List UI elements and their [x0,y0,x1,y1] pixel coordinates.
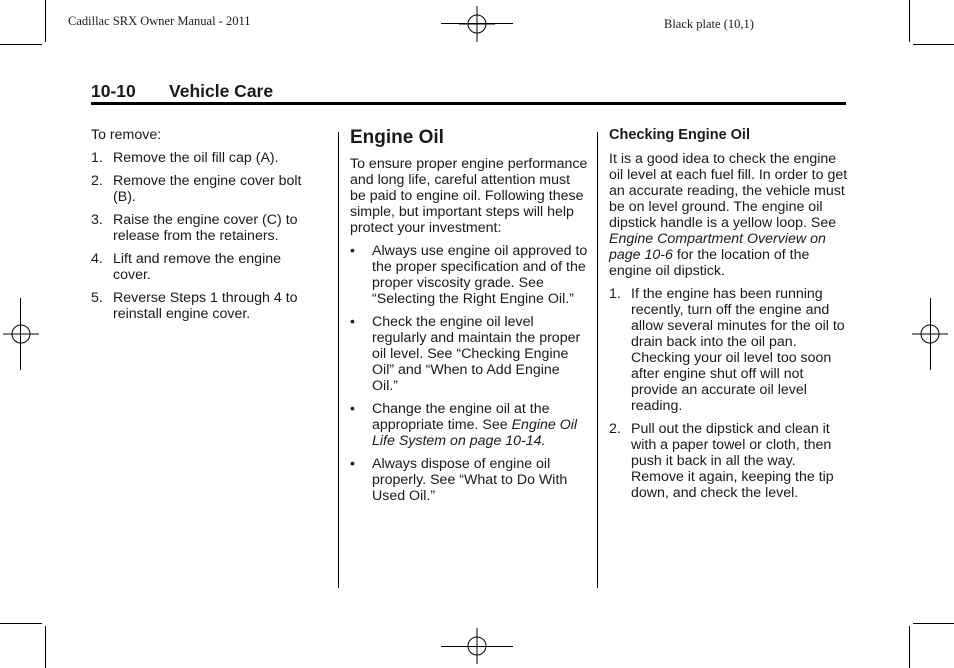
list-item [91,251,316,283]
step-text: Lift and remove the engine cover. [113,251,281,283]
running-header-right: Black plate (10,1) [664,17,754,31]
step-text: Raise the engine cover (C) to release from the retainers. [113,212,298,244]
list-item [350,401,588,449]
engine-oil-heading: Engine Oil [350,127,444,148]
checking-steps-list [609,286,849,501]
column-divider-2 [597,132,598,588]
list-item [91,212,316,244]
crop-mark-bottom-left-h [0,623,42,624]
bullet-icon: • [350,401,355,417]
crop-mark-top-right-h [913,44,954,45]
engine-oil-intro: To ensure proper engine performance and long life, careful attention must be paid to engine oil. Following these simple, but important steps will help protect your investment: [350,156,588,236]
crop-mark-top-right-v [909,0,910,42]
registration-line-bottom [441,646,513,647]
list-item [91,150,316,166]
page-number: 10-10 [91,81,136,101]
list-item [350,243,588,307]
step-number: 2. [91,173,103,189]
column-3 [609,127,849,508]
bullet-text: Always dispose of engine oil properly. See “What to Do With Used Oil.” [372,456,568,504]
registration-line-top [441,23,513,24]
remove-steps-list [91,150,316,322]
step-number: 2. [609,421,621,437]
checking-oil-paragraph [609,151,849,279]
cross-reference-link[interactable]: Engine Oil Life System on page 10-14. [372,417,578,449]
step-number: 4. [91,251,103,267]
crop-mark-bottom-left-v [45,626,46,668]
bullet-icon: • [350,243,355,259]
step-text: Remove the oil fill cap (A). [113,150,279,166]
step-text: Remove the engine cover bolt (B). [113,173,302,205]
list-item [91,290,316,322]
column-2 [350,127,588,511]
bullet-text: Change the engine oil at the appropriate time. See [372,401,550,433]
bullet-text: Check the engine oil level regularly and maintain the proper oil level. See “Checking Engine Oil” and “When to Add Engine Oil.” [372,314,581,394]
step-number: 1. [609,286,621,302]
step-text: If the engine has been running recently, turn off the engine and allow several minutes for the oil to drain back into the oil pan. Checking your oil level too soon after engine shut off will not provide an accurate oil level reading. [631,286,845,414]
registration-target-icon-right [912,316,948,352]
crop-mark-bottom-right-v [909,626,910,668]
step-text: Reverse Steps 1 through 4 to reinstall engine cover. [113,290,298,322]
crop-mark-bottom-right-h [913,623,954,624]
step-number: 5. [91,290,103,306]
step-number: 1. [91,150,103,166]
list-item [350,314,588,394]
step-number: 3. [91,212,103,228]
list-item [350,456,588,504]
paragraph-text: It is a good idea to check the engine oil level at each fuel fill. In order to get an accurate reading, the vehicle must be on level ground. The engine oil dipstick handle is a yellow loop. See [609,151,848,231]
section-title: Vehicle Care [169,81,274,101]
registration-target-icon-left [3,316,39,352]
list-item [609,421,849,501]
list-item [91,173,316,205]
bullet-text: Always use engine oil approved to the proper specification and of the proper viscosity grade. See “Selecting the Right Engine Oil.” [372,243,588,307]
bullet-icon: • [350,314,355,330]
remove-intro: To remove: [91,127,162,143]
paragraph-text: for the location of the engine oil dipstick. [609,247,810,279]
cross-reference-link[interactable]: Engine Compartment Overview on page 10-6 [609,231,826,263]
column-1 [91,127,316,329]
running-header-left: Cadillac SRX Owner Manual - 2011 [68,14,251,28]
crop-mark-top-left-v [45,0,46,42]
checking-oil-heading: Checking Engine Oil [609,127,750,143]
header-rule [91,102,846,105]
registration-target-icon-top [459,6,495,42]
engine-oil-bullets [350,243,588,504]
crop-mark-top-left-h [0,44,42,45]
section-header [91,81,273,102]
step-text: Pull out the dipstick and clean it with a paper towel or cloth, then push it back in all the way. Remove it again, keeping the tip down, and check the level. [631,421,834,501]
column-divider-1 [338,132,339,588]
bullet-icon: • [350,456,355,472]
list-item [609,286,849,414]
